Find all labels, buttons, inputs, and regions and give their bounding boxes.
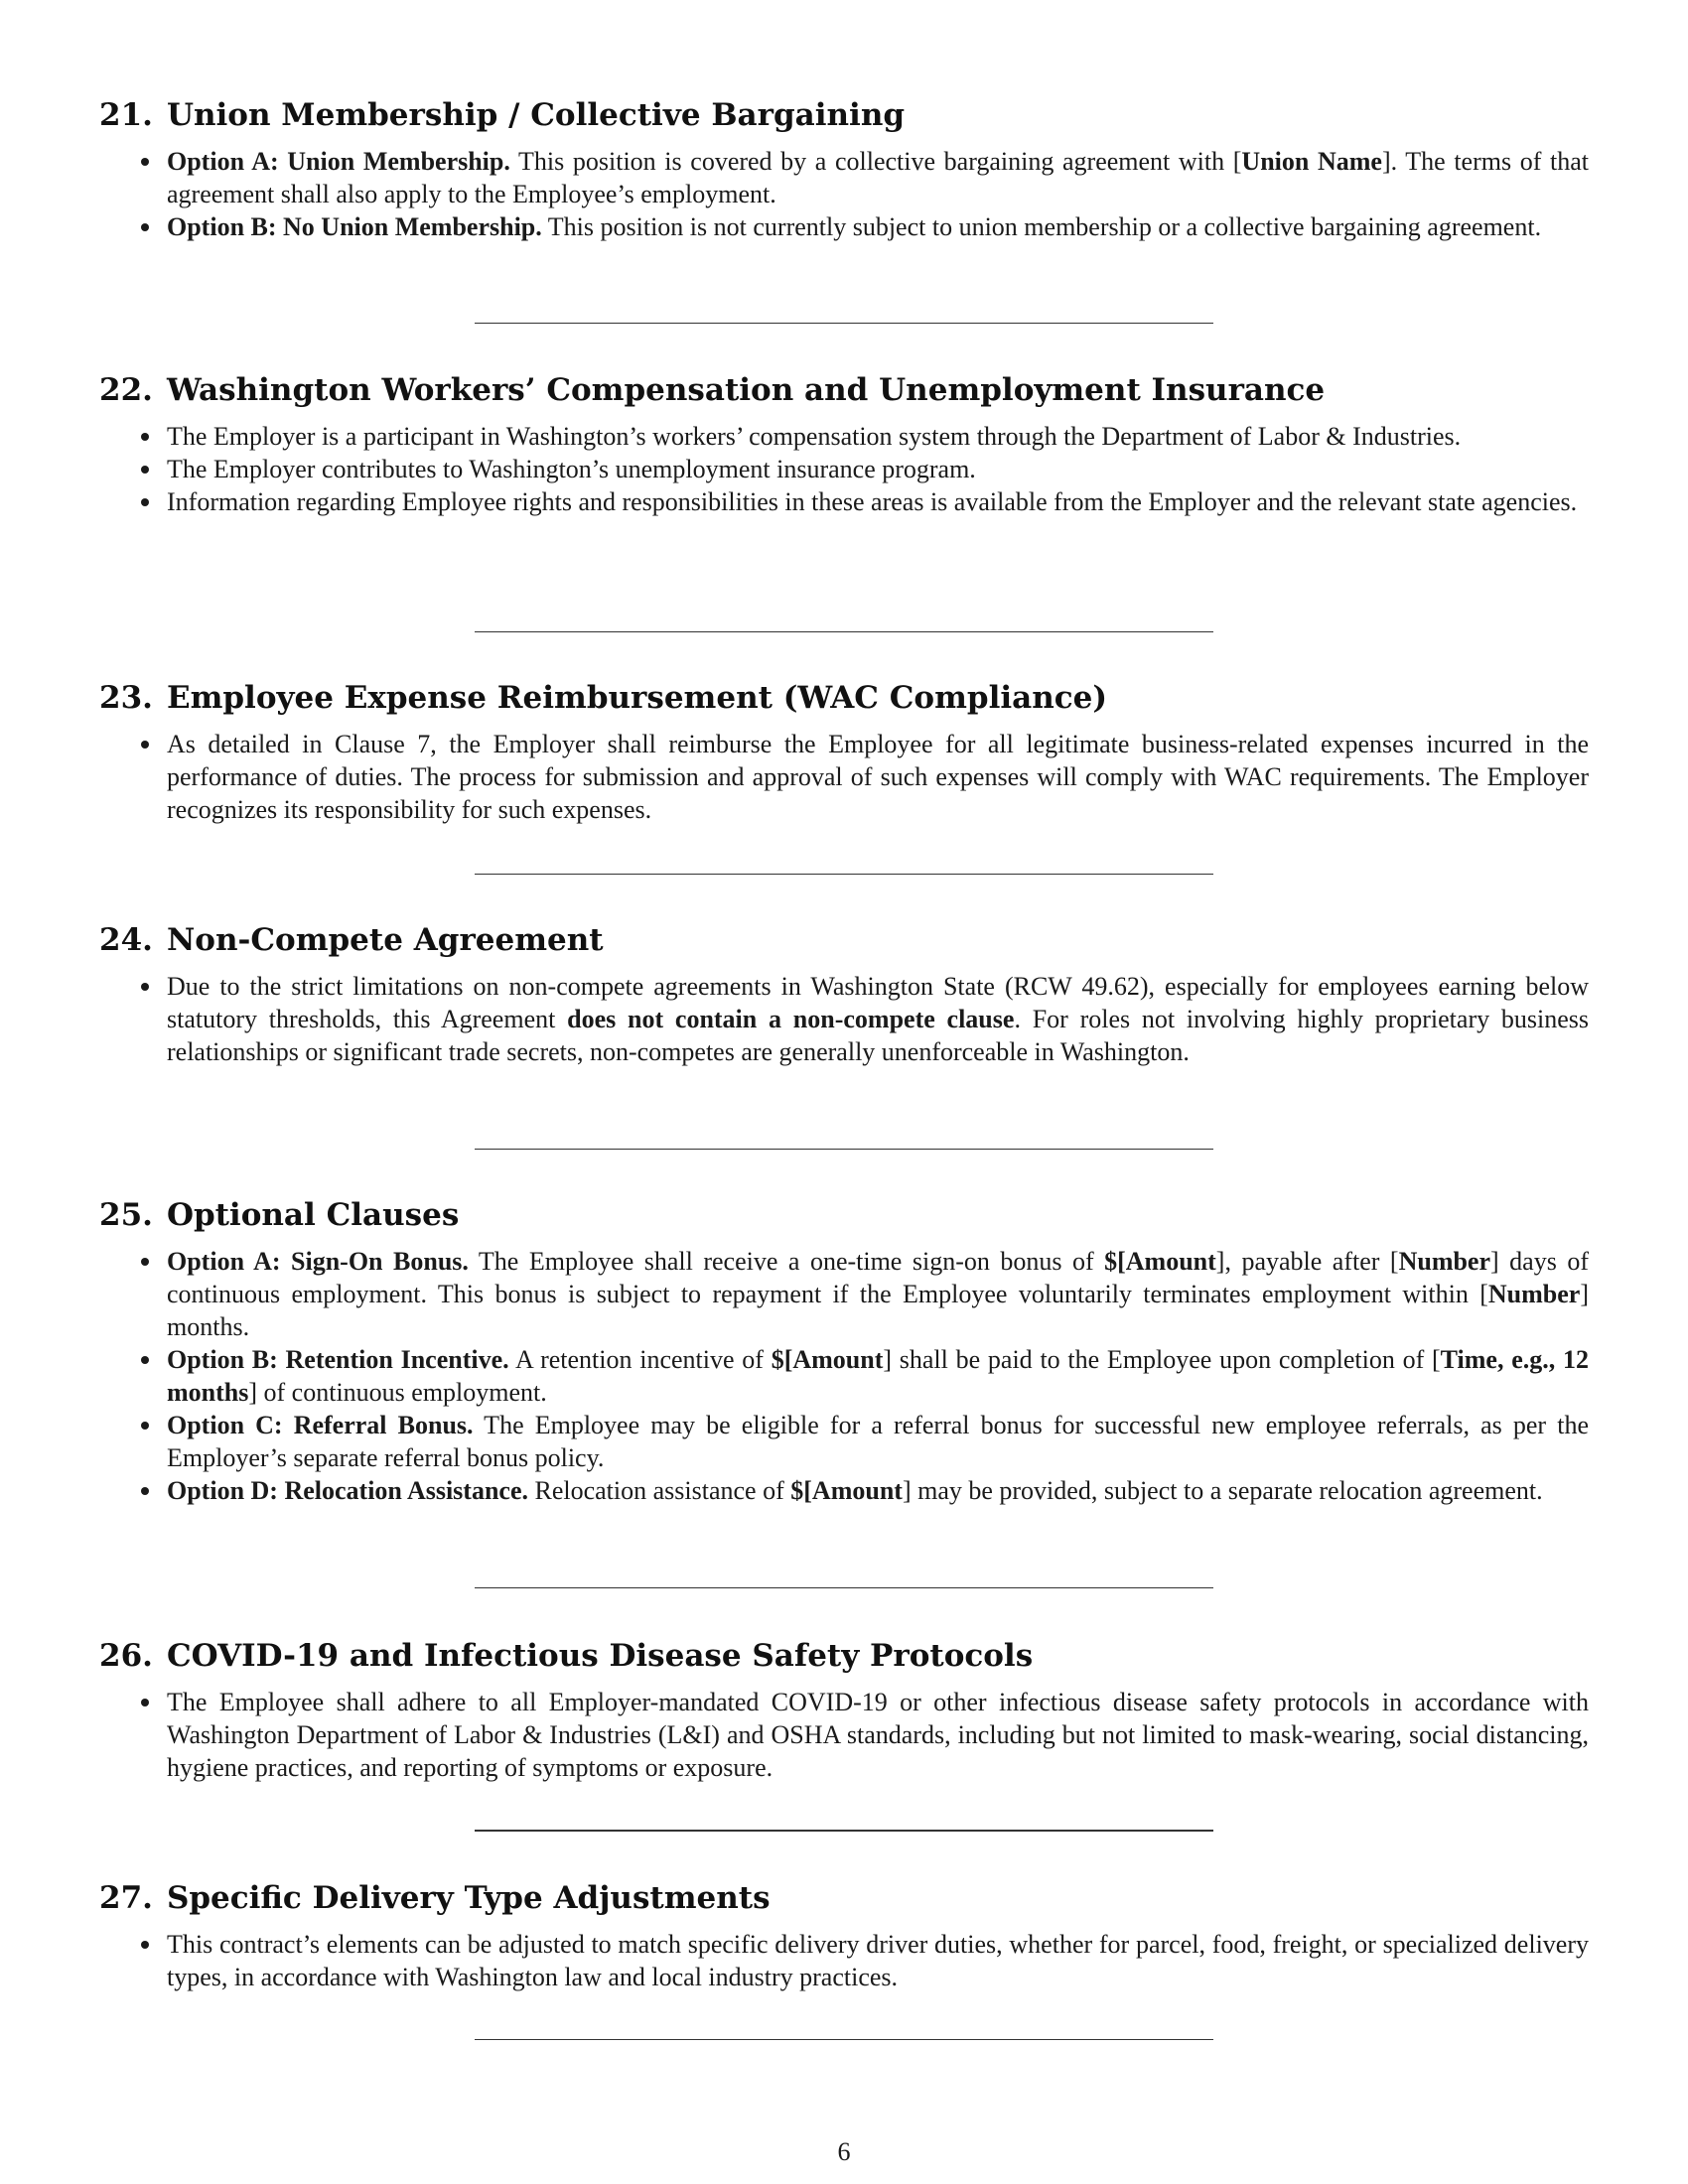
section-26: [99, 1636, 1589, 1784]
section-divider: [475, 1830, 1213, 1832]
section-title: Washington Workers’ Compensation and Unemployment Insurance: [166, 372, 1326, 408]
section-divider: [475, 2039, 1213, 2040]
section-title: Employee Expense Reimbursement (WAC Compliance): [166, 680, 1108, 716]
section-22: [99, 370, 1589, 518]
section-divider: [475, 874, 1213, 875]
section-heading: [99, 920, 1589, 960]
section-title: Specific Delivery Type Adjustments: [166, 1880, 771, 1916]
bullet-list: [99, 1928, 1589, 1993]
section-heading: [99, 678, 1589, 718]
section-27: [99, 1878, 1589, 1993]
list-item: Option B: No Union Membership. This position is not currently subject to union membership or a collective bargaining agreement.: [167, 210, 1589, 243]
section-number: 25.: [99, 1197, 153, 1233]
bullet-list: [99, 420, 1589, 518]
section-number: 26.: [99, 1638, 153, 1674]
section-title: Union Membership / Collective Bargaining: [166, 97, 906, 133]
list-item: This contract’s elements can be adjusted to match specific delivery driver duties, whether for parcel, food, freight, or specialized delivery types, in accordance with Washington law and local industry practices.: [167, 1930, 1589, 1991]
list-item: The Employee shall adhere to all Employer-mandated COVID-19 or other infectious disease safety protocols in accordance with Washington Department of Labor & Industries (L&I) and OSHA standards, including but not limited to mask-wearing, social distancing, hygiene practices, and reporting of symptoms or exposure.: [167, 1688, 1589, 1782]
section-number: 22.: [99, 372, 153, 408]
section-heading: [99, 370, 1589, 410]
section-divider: [475, 323, 1213, 324]
list-item: Option D: Relocation Assistance. Relocation assistance of $[Amount] may be provided, subject to a separate relocation agreement.: [167, 1474, 1589, 1507]
bullet-list: [99, 1245, 1589, 1507]
section-23: [99, 678, 1589, 826]
bullet-list: [99, 728, 1589, 826]
section-title: COVID-19 and Infectious Disease Safety Protocols: [166, 1638, 1034, 1674]
list-item: Option A: Sign-On Bonus. The Employee shall receive a one-time sign-on bonus of $[Amount], payable after [Number] days of continuous employment. This bonus is subject to repayment if the Employee voluntarily terminates employment within [Number] months.: [167, 1247, 1589, 1341]
list-item: Option A: Union Membership. This position is covered by a collective bargaining agreement with [Union Name]. The terms of that agreement shall also apply to the Employee’s employment.: [167, 147, 1589, 208]
section-number: 24.: [99, 922, 153, 958]
section-title: Optional Clauses: [166, 1197, 460, 1233]
section-heading: [99, 1878, 1589, 1918]
section-title: Non-Compete Agreement: [166, 922, 604, 958]
bullet-list: [99, 970, 1589, 1068]
bullet-list: [99, 1686, 1589, 1784]
list-item: The Employer is a participant in Washington’s workers’ compensation system through the Department of Labor & Industries.: [167, 420, 1589, 453]
section-number: 23.: [99, 680, 153, 716]
section-25: [99, 1195, 1589, 1507]
section-24: [99, 920, 1589, 1068]
list-item: As detailed in Clause 7, the Employer shall reimburse the Employee for all legitimate business-related expenses incurred in the performance of duties. The process for submission and approval of such expenses will comply with WAC requirements. The Employer recognizes its responsibility for such expenses.: [167, 730, 1589, 824]
section-divider: [475, 631, 1213, 632]
section-divider: [475, 1149, 1213, 1150]
bullet-list: [99, 145, 1589, 243]
section-21: [99, 95, 1589, 243]
list-item: Option B: Retention Incentive. A retention incentive of $[Amount] shall be paid to the Employee upon completion of [Time, e.g., 12 months] of continuous employment.: [167, 1345, 1589, 1407]
list-item: The Employer contributes to Washington’s unemployment insurance program.: [167, 453, 1589, 485]
section-number: 21.: [99, 97, 153, 133]
list-item: Option C: Referral Bonus. The Employee may be eligible for a referral bonus for successful new employee referrals, as per the Employer’s separate referral bonus policy.: [167, 1411, 1589, 1472]
section-heading: [99, 1636, 1589, 1676]
section-heading: [99, 1195, 1589, 1235]
section-divider: [475, 1587, 1213, 1588]
section-number: 27.: [99, 1880, 153, 1916]
section-heading: [99, 95, 1589, 135]
list-item: Due to the strict limitations on non-compete agreements in Washington State (RCW 49.62), especially for employees earning below statutory thresholds, this Agreement does not contain a non-compete clause. For roles not involving highly proprietary business relationships or significant trade secrets, non-competes are generally unenforceable in Washington.: [167, 972, 1589, 1066]
list-item: Information regarding Employee rights and responsibilities in these areas is available from the Employer and the relevant state agencies.: [167, 485, 1589, 518]
page-number: 6: [837, 2137, 851, 2166]
